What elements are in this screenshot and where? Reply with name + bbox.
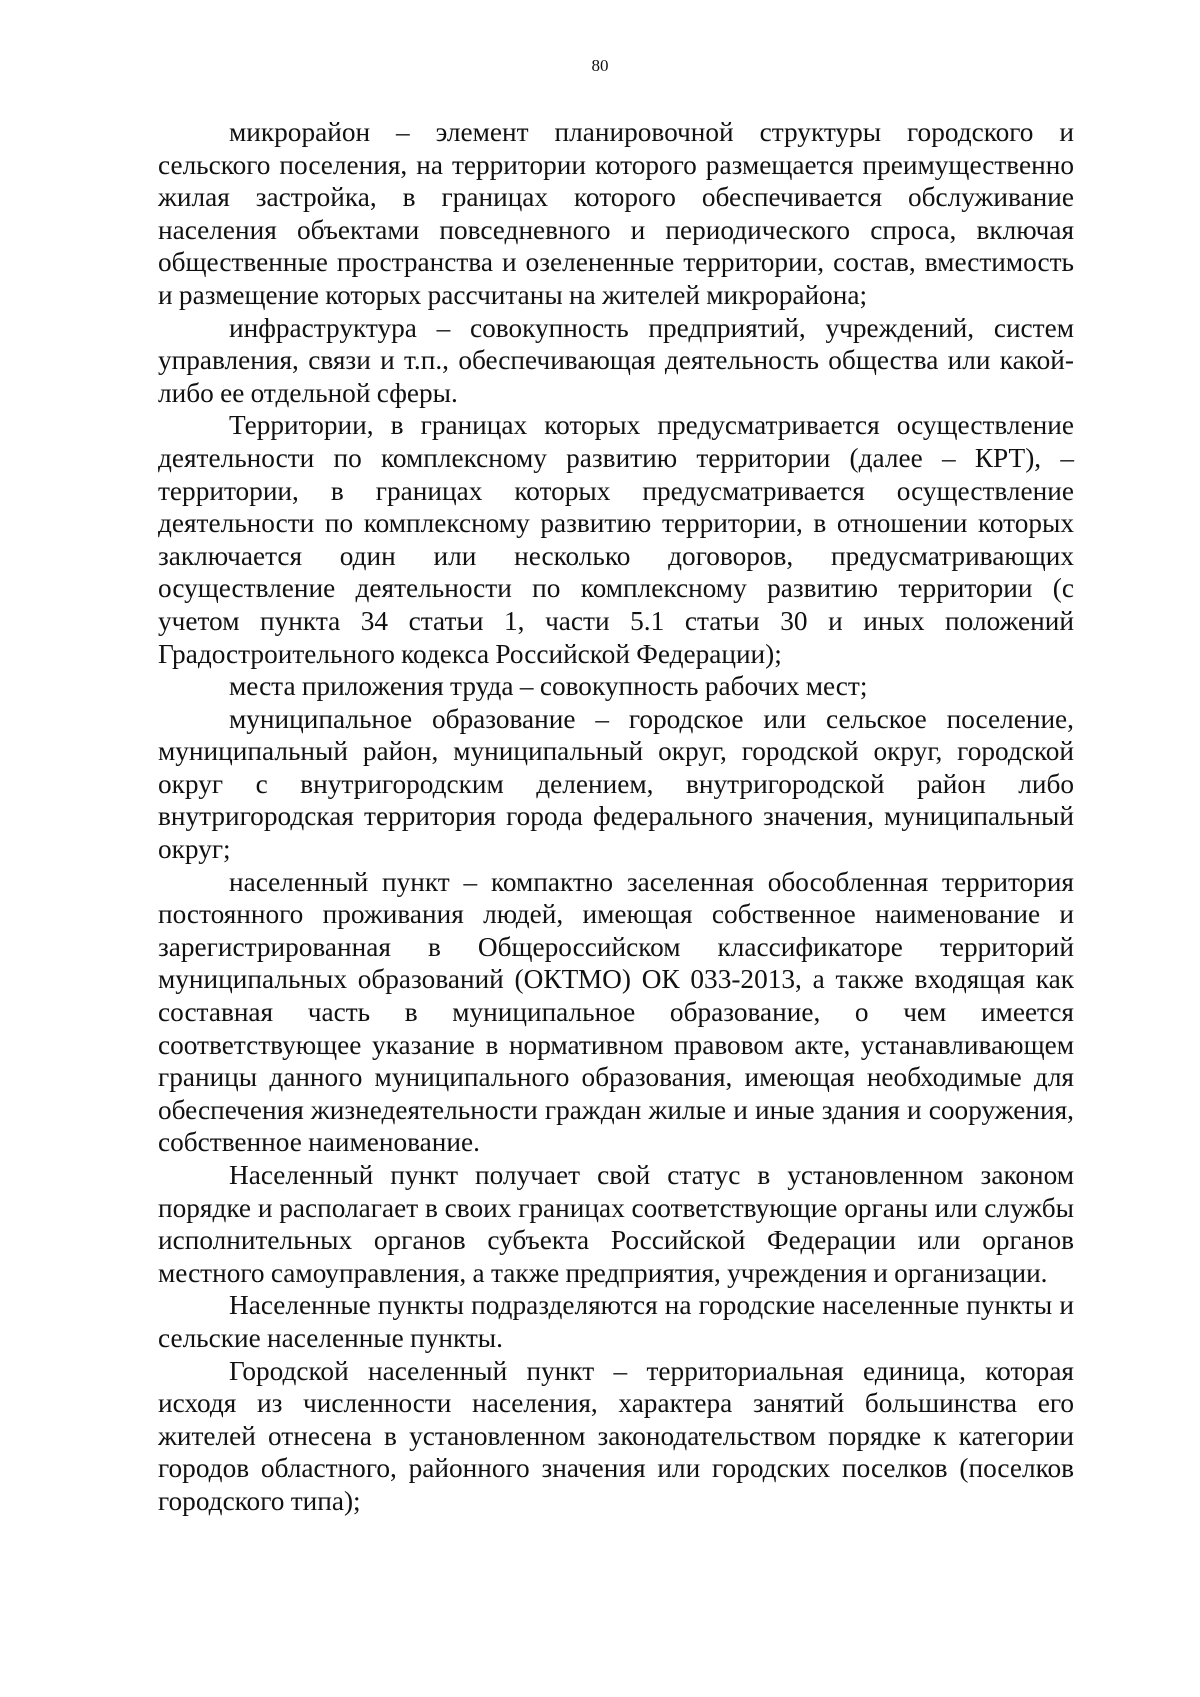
document-body xyxy=(158,116,1074,1518)
paragraph-settlement-types: Населенные пункты подразделяются на городские населенные пункты и сельские населенные пункты. xyxy=(158,1290,1074,1353)
page-number: 80 xyxy=(591,56,609,75)
paragraph-settlement: населенный пункт – компактно заселенная обособленная территория постоянного проживания людей, имеющая собственное наименование и зарегистрированная в Общероссийском классификаторе территорий муниципальных образований (ОКТМО) ОК 033-2013, а также входящая как составная часть в муниципальное образование, о чем имеется соответствующее указание в нормативном правовом акте, устанавливающем границы данного муниципального образования, имеющая необходимые для обеспечения жизнедеятельности граждан жилые и иные здания и сооружения, собственное наименование. xyxy=(158,866,1074,1158)
paragraph-infrastructure: инфраструктура – совокупность предприятий, учреждений, систем управления, связи и т.п., обеспечивающая деятельность общества или какой-либо ее отдельной сферы. xyxy=(158,312,1074,408)
paragraph-settlement-status: Населенный пункт получает свой статус в установленном законом порядке и располагает в своих границах соответствующие органы или службы исполнительных органов субъекта Российской Федерации или органов местного самоуправления, а также предприятия, учреждения и организации. xyxy=(158,1160,1074,1288)
paragraph-krt-territories: Территории, в границах которых предусматривается осуществление деятельности по комплексному развитию территории (далее – КРТ), – территории, в границах которых предусматривается осуществление деятельности по комплексному развитию территории, в отношении которых заключается один или несколько договоров, предусматривающих осуществление деятельности по комплексному развитию территории (с учетом пункта 34 статьи 1, части 5.1 статьи 30 и иных положений Градостроительного кодекса Российской Федерации); xyxy=(158,410,1074,669)
paragraph-urban-settlement: Городской населенный пункт – территориальная единица, которая исходя из численности населения, характера занятий большинства его жителей отнесена в установленном законодательством порядке к категории городов областного, районного значения или городских поселков (поселков городского типа); xyxy=(158,1355,1074,1516)
paragraph-workplaces: места приложения труда – совокупность рабочих мест; xyxy=(229,671,868,702)
paragraph-municipal-formation: муниципальное образование – городское или сельское поселение, муниципальный район, муниципальный округ, городской округ, городской округ с внутригородским делением, внутригородской район либо внутригородская территория города федерального значения, муниципальный округ; xyxy=(158,703,1074,865)
paragraph-microdistrict: микрорайон – элемент планировочной структуры городского и сельского поселения, на территории которого размещается преимущественно жилая застройка, в границах которого обеспечивается обслуживание населения объектами повседневного и периодического спроса, включая общественные пространства и озелененные территории, состав, вместимость и размещение которых рассчитаны на жителей микрорайона; xyxy=(158,117,1074,310)
